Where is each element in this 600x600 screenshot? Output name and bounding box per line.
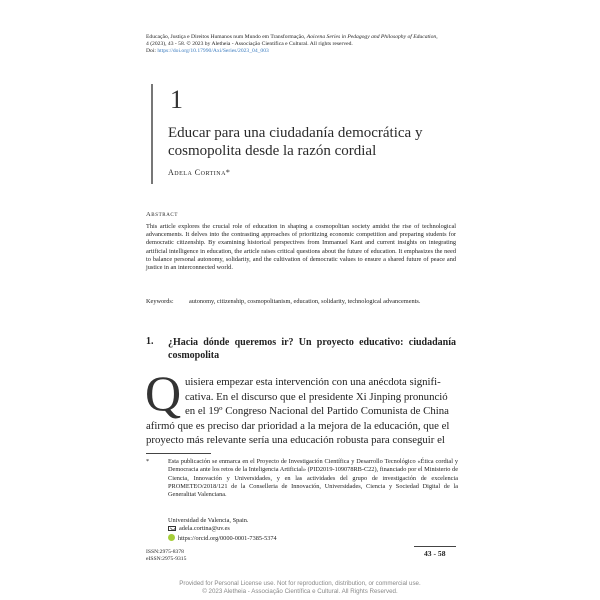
issn-block	[146, 549, 186, 563]
body-line: proyecto más relevante sería una educación robusta para conseguir el	[146, 434, 445, 446]
title-line-2: cosmopolita desde la razón cordial	[168, 143, 377, 159]
orcid-icon	[168, 534, 175, 541]
issn: ISSN:2975-8378	[146, 549, 184, 555]
footnote-mark: *	[146, 458, 150, 465]
license-footer	[0, 580, 600, 597]
publication-header	[146, 34, 456, 55]
chapter-number: 1	[170, 85, 183, 114]
orcid-link[interactable]: https://orcid.org/0000-0001-7385-5374	[178, 534, 277, 542]
chapter-divider	[151, 84, 153, 184]
drop-cap: Q	[145, 365, 182, 421]
eissn: eISSN:2975-9315	[146, 556, 187, 562]
article-title	[168, 124, 458, 160]
page-range: 43 - 58	[424, 549, 446, 558]
abstract-heading: Abstract	[146, 211, 178, 218]
license-line-2: © 2023 Aletheia - Associação Científica e Cultural. All Rights Reserved.	[202, 588, 398, 596]
body-line: afirmó que es preciso dar prioridad a la mejora de la educación, que el	[146, 419, 450, 432]
section-title: ¿Hacia dónde queremos ir? Un proyecto educativo: ciudadanía cosmopolita	[168, 337, 456, 361]
footnote-text: Esta publicación se enmarca en el Proyecto de Investigación Científica y Desarrollo Tecnológico «Ética cordial y Democracia ante los retos de la Inteligencia Artificial» (PID2019-109078RB-C22), financiado por el Ministerio de Ciencia, Innovación y Universidades, y en las actividades del grupo de investigación de excelencia PROMETEO/2018/121 de la Conselleria de Innovación, Universidades, Ciencia y Sociedad Digital de la Generalitat Valenciana.	[168, 458, 458, 499]
doi-link[interactable]: https://doi.org/10.17990/Axi/Series/2023_04_003	[157, 48, 269, 54]
license-line-1: Provided for Personal License use. Not for reproduction, distribution, or commercial use.	[179, 580, 421, 587]
abstract-text: This article explores the crucial role of education in shaping a cosmopolitan society amidst the rise of technological advancements. It delves into the contrasting approaches of prioritizing economic competition and preparing students for democratic citizenship. By examining historical perspectives from Immanuel Kant and current insights on integrating artificial intelligence in education, the article raises critical questions about the future of education. It emphasizes the need to balance personal autonomy, solidarity, and the cultivation of democratic values to ensure a shared future of peace and justice in an interconnected world.	[146, 223, 456, 272]
body-line: en el 19º Congreso Nacional del Partido Comunista de China	[185, 405, 449, 417]
header-series: Educação, Justiça e Direitos Humanos num Mundo em Transformação,	[146, 34, 307, 40]
header-series-italic: Aoicena Series in Pedagogy and Philosophy of Education,	[306, 34, 438, 40]
header-copyright: 4 (2023), 43 - 58. © 2023 by Aletheia - Associação Científica e Cultural. All rights reserved.	[146, 41, 353, 47]
author-name: Adela Cortina*	[168, 168, 231, 177]
footnote-rule	[146, 453, 211, 454]
pages-rule	[414, 546, 456, 547]
affiliation: Universidad de Valencia, Spain.	[168, 517, 249, 524]
keywords-text: autonomy, citizenship, cosmopolitanism, education, solidarity, technological advancements.	[189, 298, 421, 305]
section-number: 1.	[146, 336, 154, 347]
email-link[interactable]: adela.cortina@uv.es	[179, 525, 230, 533]
title-line-1: Educar para una ciudadanía democrática y	[168, 125, 423, 141]
doi-label: Doi:	[146, 48, 158, 54]
body-line: cativa. En el discurso que el presidente Xi Jinping pronunció	[185, 390, 448, 403]
keywords-label: Keywords:	[146, 298, 174, 305]
author-affiliation-block	[168, 517, 277, 543]
body-line: uisiera empezar esta intervención con una anécdota signifi-	[185, 376, 441, 388]
email-icon	[168, 526, 176, 531]
